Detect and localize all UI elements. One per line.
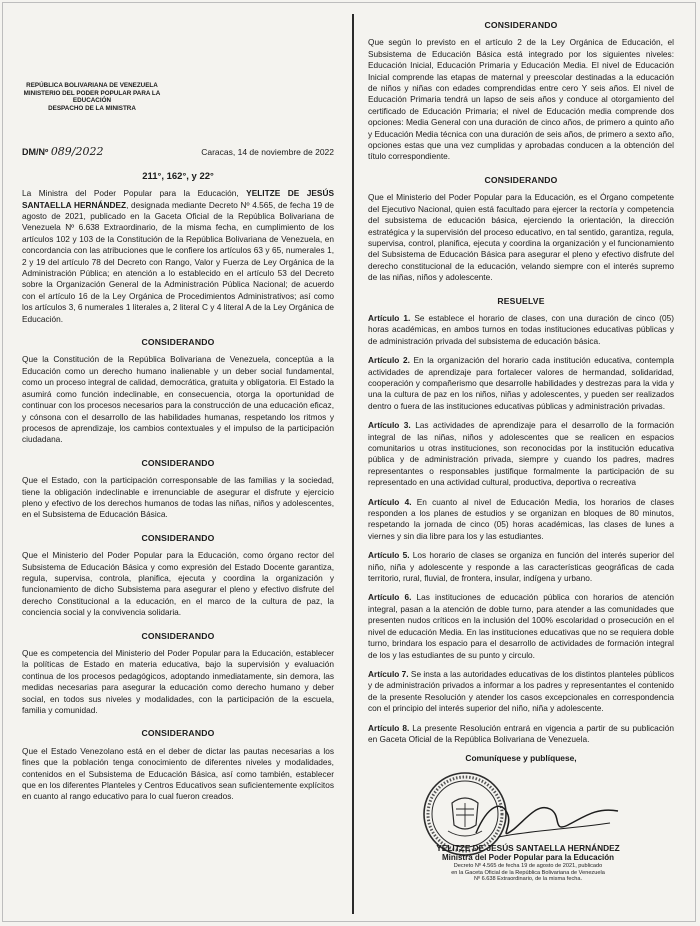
considerando-paragraph: Que el Estado Venezolano está en el deber de dictar las pautas necesarias a los fines que la población tenga conocimiento de diferentes niveles y modalidades, contenidos en el Subsistema de Educación Básica, así como también, establecer que en los diferentes Planteles y Centros Educativos sean suficientemente explícitos en cuanto al rango educativo para lo cual fueron creados. bbox=[22, 745, 334, 802]
article-label: Artículo 8. bbox=[368, 722, 410, 733]
article-4 bbox=[368, 497, 674, 543]
reference-prefix: DM/Nº bbox=[22, 147, 49, 158]
article-1 bbox=[368, 313, 674, 347]
article-text: Las actividades de aprendizaje para el desarrollo de la formación integral de las niñas, niños y adolescentes que se realicen en espacios comunitarios u otras instituciones, son reconocidas por la institución educativa pública y de administración privada, siempre y cuando los padres, madres representantes o responsables justifique formalmente la participación de su representado en una actividad cultural, productiva, deportiva o recreativa bbox=[368, 420, 674, 488]
article-3 bbox=[368, 420, 674, 488]
letterhead-line-1: REPÚBLICA BOLIVARIANA DE VENEZUELA bbox=[26, 82, 158, 89]
considerando-heading: CONSIDERANDO bbox=[141, 728, 215, 739]
intro-text-2: , designada mediante Decreto Nº 4.565, de fecha 19 de agosto de 2021, publicado en la Gaceta Oficial de la República Bolivariana de Venezuela Nº 6.638 Extraordinario, de la misma fecha, en cumplimiento de los artículos 102 y 103 de la Constitución de la República Bolivariana de Venezuela, en concordancia con las atribuciones que le confiere los artículos 63 y 65, numerales 1, 2 y 19 del artículo 78 del Decreto con Rango, Valor y Fuerza de Ley Orgánica de la Administración Pública; en atención a lo establecido en el artículo 53 del Decreto sobre la Organización General de la Administración Pública Nacional; de acuerdo con el artículo 16 de la Ley Orgánica de Procedimientos Administrativos; así como los artículos 3, 6 numerales 1 literales a, 2 literal C y 4 literal A de la Ley Orgánica de Educación. bbox=[22, 199, 334, 324]
considerando-heading: CONSIDERANDO bbox=[141, 337, 215, 348]
article-label: Artículo 2. bbox=[368, 355, 410, 366]
considerando-paragraph: Que según lo previsto en el artículo 2 de la Ley Orgánica de Educación, el Subsistema de Educación Básica está integrado por los siguientes niveles: Educación Inicial, Educación Primaria y Educación Media. El nivel de Educación Inicial comprende las etapas de maternal y preescolar destinadas a la educación de niños y niñas con edades comprendidas entre cero Y seis años. El nivel de Educación Primaria tendrá un lapso de seis años y conduce al otorgamiento del certificado de Educación Primaria; el nivel de Educación media comprende dos opciones: Media General con una duración de cinco años, de primero a quinto año y Educación Media técnica con una duración de seis años, de primero a sexto año, opciones estas que una vez cumplidas y aprobadas conducen a la obtención del título correspondiente. bbox=[368, 37, 674, 162]
decree-line-2: en la Gaceta Oficial de la República Bolivariana de Venezuela bbox=[451, 869, 605, 876]
intro-text-1: La Ministra del Poder Popular para la Educación, bbox=[22, 188, 247, 199]
article-label: Artículo 4. bbox=[368, 496, 412, 507]
article-text: Las instituciones de educación pública con horarios de atención integral, pasan a la atención de doble turno, para atender a las comunidades que presenten nudos críticos en la inclusión del 100% escolaridad o prosecución en el nivel de educación Media. En las instituciones educativas que no se requiera doble turno, brindara los espacio para el desarrollo de actividades de formación integral de los y las estudiantes de su punto y circulo. bbox=[368, 592, 674, 660]
signatory-title: Ministra del Poder Popular para la Educación bbox=[441, 852, 615, 862]
letterhead bbox=[22, 82, 162, 112]
reference-number: 089/2022 bbox=[50, 145, 104, 159]
article-label: Artículo 3. bbox=[368, 420, 411, 431]
article-text: En la organización del horario cada institución educativa, contempla actividades de aprendizaje para fortalecer valores de hermandad, solidaridad, cooperación y compañerismo que desarrolle habilidades y destrezas para la vida y una la cultura de paz en los niños, niñas y adolescentes, y pueden ser realizados dentro o fuera de las instituciones educativas públicas y administración privadas. bbox=[368, 355, 674, 411]
considerando-paragraph: Que el Ministerio del Poder Popular para la Educación, es el Órgano competente del Ejecutivo Nacional, quien está facultado para ejercer la rectoría y competencia del subsistema de educación básica, ejerciendo la orientación, la dirección estratégica y la supervisión del proceso educativo, en tal sentido, garantiza, regula, supervisa, control, planifica, ejecuta y coordina la organización y el funcionamiento del Subsistema de Educación Básica para asegurar el pleno y efectivo disfrute del derecho constitucional de la educación, velando siempre con el interés supremo de las niñas, niños y adolescente. bbox=[368, 192, 674, 283]
article-5 bbox=[368, 550, 674, 584]
intro-paragraph bbox=[22, 188, 334, 325]
article-label: Artículo 7. bbox=[368, 668, 409, 679]
column-divider bbox=[352, 14, 354, 914]
letterhead-line-3: DESPACHO DE LA MINISTRA bbox=[48, 104, 136, 112]
signature-block bbox=[368, 765, 674, 889]
considerando-heading: CONSIDERANDO bbox=[484, 174, 558, 185]
reference-row bbox=[22, 146, 334, 158]
place-date: Caracas, 14 de noviembre de 2022 bbox=[201, 147, 334, 158]
years-line: 211°, 162°, y 22° bbox=[142, 170, 214, 182]
considerando-paragraph: Que es competencia del Ministerio del Poder Popular para la Educación, establecer la políticas de Estado en materia educativa, bajo la supervisión y evaluación continua de los procesos pedagógicos, adoptando inmediatamente, sin demora, las medidas necesarias para asegurar la educación como derecho humano y deber social, en todos sus niveles y modalidades, con la participación de la escuela, familia y comunidad. bbox=[22, 648, 334, 716]
decree-line-3: Nº 6.638 Extraordinario, de la misma fecha. bbox=[473, 876, 583, 883]
article-label: Artículo 6. bbox=[368, 592, 412, 603]
article-6 bbox=[368, 592, 674, 660]
signatory-name: YELITZE DE JESÚS SANTAELLA HERNÁNDEZ bbox=[436, 842, 620, 853]
article-2 bbox=[368, 355, 674, 412]
letterhead-line-2: MINISTERIO DEL PODER POPULAR PARA LA EDUCACIÓN bbox=[23, 89, 161, 105]
closing-formula: Comuníquese y publíquese, bbox=[465, 753, 577, 764]
signature-text bbox=[398, 843, 658, 883]
article-7 bbox=[368, 669, 674, 715]
article-text: Se insta a las autoridades educativas de los distintos planteles públicos y de administración privados a informar a los padres y representantes el contenido de la presente Resolución y atender los casos excepcionales en correspondencia con el principio del interés superior del niño, niña y adolescente. bbox=[368, 668, 674, 714]
article-label: Artículo 5. bbox=[368, 550, 410, 561]
considerando-heading: CONSIDERANDO bbox=[141, 457, 215, 468]
minister-name: YELITZE DE JESÚS SANTAELLA HERNÁNDEZ bbox=[22, 188, 334, 210]
considerando-heading: CONSIDERANDO bbox=[141, 630, 215, 641]
article-text: Se establece el horario de clases, con una duración de cinco (05) horas académicas, en ambos turnos en todas instituciones educativas públicas y de administración privada del subsistema de educación básica. bbox=[368, 312, 674, 346]
considerando-paragraph: Que la Constitución de la República Bolivariana de Venezuela, conceptúa a la Educación como un derecho humano inalienable y un deber social fundamental, como un proceso integral de calidad, democrática, gratuita y obligatoria. El Estado la asumirá como función indeclinable, en consecuencia, otorga la oportunidad de continuar con los procesos necesarios para la construcción de una educación eficaz, y cónsona con el desarrollo de las habilidades humanas, respetando los ritmos y procesos de aprendizaje, los cambios contextuales y el impulso de la participación ciudadana. bbox=[22, 354, 334, 445]
article-text: En cuanto al nivel de Educación Media, los horarios de clases responden a los planes de estudios y se organizan en bloques de 80 minutos, respetando la jornada de cinco (05) horas académicas, las clases de lunes a viernes y sin dia libre para los y las estudiantes. bbox=[368, 496, 674, 541]
resolution-number bbox=[22, 146, 104, 158]
considerando-paragraph: Que el Ministerio del Poder Popular para la Educación, como órgano rector del Subsistema de Educación Básica y como expresión del Estado Docente garantiza, regula, supervisa, controla, planifica, ejecuta y coordina la organización y funcionamiento de dicho Subsistema para asegurar el pleno y efectivo disfrute del derecho Constitucional a la educación, en el marco de la cultura de paz, la conciencia social y la convivencia solidaria. bbox=[22, 550, 334, 618]
decree-line-1: Decreto Nº 4.565 de fecha 19 de agosto de 2021, publicado bbox=[453, 862, 603, 869]
right-column bbox=[368, 20, 674, 889]
considerando-heading: CONSIDERANDO bbox=[141, 532, 215, 543]
article-label: Artículo 1. bbox=[368, 312, 411, 323]
article-text: Los horario de clases se organiza en función del interés superior del niño, niña y adolescente y responde a las características geográficas de cada territorio, rural, fluvial, de frontera, insular, indígena y urbano. bbox=[368, 550, 674, 584]
article-8 bbox=[368, 723, 674, 746]
considerando-paragraph: Que el Estado, con la participación corresponsable de las familias y la sociedad, tiene la obligación indeclinable e irrenunciable de asegurar el disfrute y ejercicio pleno y efectivo de los derechos humanos de todas las niñas, niños y adolescentes, en el Subsistema de Educación Básica. bbox=[22, 475, 334, 520]
article-text: La presente Resolución entrará en vigencia a partir de su publicación en Gaceta Oficial de la República Bolivariana de Venezuela. bbox=[368, 722, 674, 744]
resuelve-heading: RESUELVE bbox=[497, 295, 545, 306]
considerando-heading: CONSIDERANDO bbox=[484, 20, 558, 30]
left-column bbox=[22, 82, 334, 803]
